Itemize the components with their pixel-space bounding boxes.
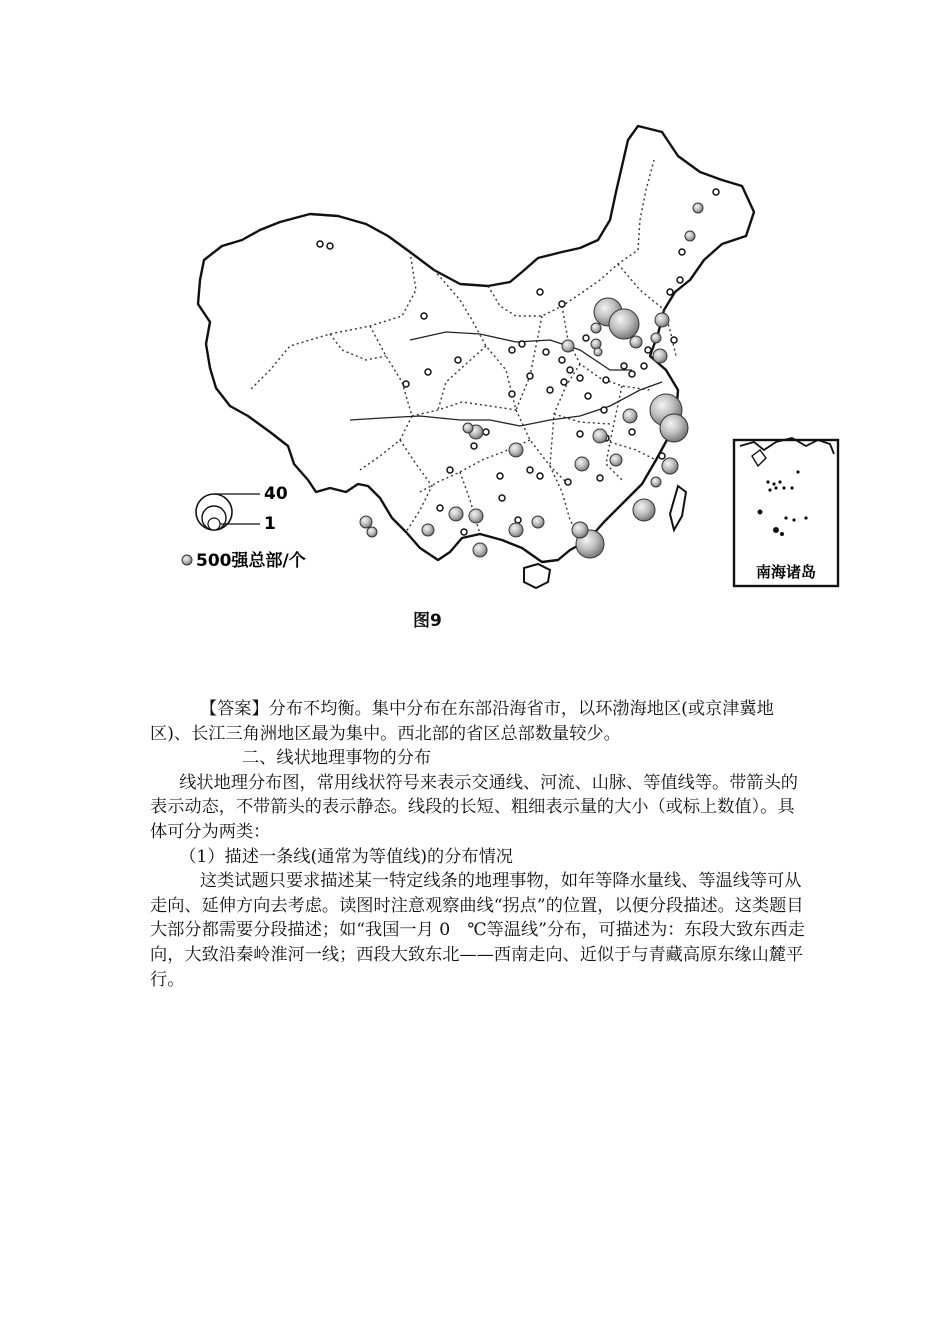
hq-marker (455, 357, 461, 363)
hq-marker (403, 381, 409, 387)
hq-marker (421, 313, 427, 319)
hq-marker (565, 479, 571, 485)
hq-sphere (655, 313, 669, 327)
hq-sphere (630, 336, 642, 348)
hq-marker (677, 277, 683, 283)
hq-marker (499, 495, 505, 501)
hq-sphere (653, 349, 667, 363)
hq-marker (583, 335, 589, 341)
hq-marker (597, 475, 603, 481)
hq-sphere (360, 516, 372, 528)
hq-marker (629, 429, 635, 435)
hq-marker (483, 429, 489, 435)
hq-sphere (572, 522, 588, 538)
text-body (150, 697, 810, 992)
hq-marker (527, 373, 533, 379)
hq-marker (447, 467, 453, 473)
inset-label: 南海诸岛 (756, 563, 817, 581)
hq-sphere (473, 543, 487, 557)
hq-sphere (685, 231, 695, 241)
hq-marker (585, 393, 591, 399)
hq-marker (515, 517, 521, 523)
hq-marker (547, 387, 553, 393)
hq-marker (577, 431, 583, 437)
hq-sphere (463, 423, 473, 433)
hq-marker (645, 347, 651, 353)
hq-marker (543, 349, 549, 355)
hq-marker (471, 443, 477, 449)
hq-marker (667, 289, 673, 295)
map-legend (182, 484, 306, 571)
taiwan-island (670, 486, 686, 530)
hq-sphere (367, 527, 377, 537)
hq-sphere (532, 516, 544, 528)
hainan-island (524, 564, 550, 588)
hq-marker (317, 241, 323, 247)
hq-sphere (593, 429, 607, 443)
legend-title: 500强总部/个 (196, 551, 306, 571)
hq-marker (519, 341, 525, 347)
answer-paragraph (150, 697, 810, 746)
hq-sphere (651, 477, 661, 487)
hq-marker (509, 391, 515, 397)
hq-sphere (469, 509, 483, 523)
hq-marker (577, 375, 583, 381)
figure-caption: 图9 (413, 611, 442, 631)
answer-tag: 【答案】 (199, 699, 269, 719)
china-map-figure (170, 120, 850, 620)
hq-sphere (422, 524, 434, 536)
section-title: 二、线状地理事物的分布 (242, 748, 432, 769)
hq-marker (559, 301, 565, 307)
hq-sphere (610, 454, 622, 466)
subheading: （1）描述一条线(通常为等值线)的分布情况 (179, 846, 513, 867)
hq-marker (601, 407, 607, 413)
hq-marker (629, 371, 635, 377)
hq-sphere (509, 523, 523, 537)
hq-sphere (662, 458, 678, 474)
hq-marker (437, 505, 443, 511)
hq-marker (527, 467, 533, 473)
hq-sphere (591, 339, 601, 349)
hq-marker (559, 357, 565, 363)
hq-marker (679, 249, 685, 255)
legend-min-label: 1 (264, 514, 276, 534)
hq-sphere (660, 414, 688, 442)
hq-marker (497, 473, 503, 479)
hq-marker (567, 367, 573, 373)
hq-sphere (449, 507, 463, 521)
hq-marker (659, 453, 665, 459)
south-china-sea-inset (734, 438, 838, 586)
hq-marker (621, 363, 627, 369)
hq-sphere (623, 409, 637, 423)
hq-sphere (633, 499, 655, 521)
hq-sphere (594, 348, 602, 356)
hq-marker (641, 363, 647, 369)
hq-sphere (693, 203, 703, 213)
paragraph-2: 这类试题只要求描述某一特定线条的地理事物，如年等降水量线、等温线等可从走向、延伸方向去考虑。读图时注意观察曲线“拐点”的位置，以便分段描述。这类题目大部分都需要分段描述；如“我国一月 0 ℃等温线”分布，可描述为：东段大致东西走向，大致沿秦岭淮河一线；西段大致东北——西南走向、近似于与青藏高原东缘山麓平行。 (150, 871, 805, 990)
answer-text: 分布不均衡。集中分布在东部沿海省市，以环渤海地区(或京津冀地区)、长江三角洲地区最为集中。西北部的省区总部数量较少。 (150, 699, 774, 744)
hq-marker (671, 337, 677, 343)
hq-sphere (609, 309, 639, 339)
legend-max-label: 40 (264, 484, 288, 504)
hq-sphere (509, 443, 523, 457)
hq-sphere (562, 340, 574, 352)
hq-marker (509, 347, 515, 353)
paragraph-1: 线状地理分布图，常用线状符号来表示交通线、河流、山脉、等值线等。带箭头的表示动态，不带箭头的表示静态。线段的长短、粗细表示量的大小（或标上数值）。具体可分为两类： (150, 772, 798, 842)
hq-marker (603, 377, 609, 383)
hq-sphere (651, 333, 661, 343)
hq-marker (537, 473, 543, 479)
hq-sphere (575, 457, 589, 471)
hq-marker (461, 529, 467, 535)
hq-marker (327, 243, 333, 249)
hq-marker (561, 379, 567, 385)
hq-marker (537, 289, 543, 295)
hq-sphere (591, 323, 601, 333)
hq-marker (713, 189, 719, 195)
hq-marker (425, 369, 431, 375)
